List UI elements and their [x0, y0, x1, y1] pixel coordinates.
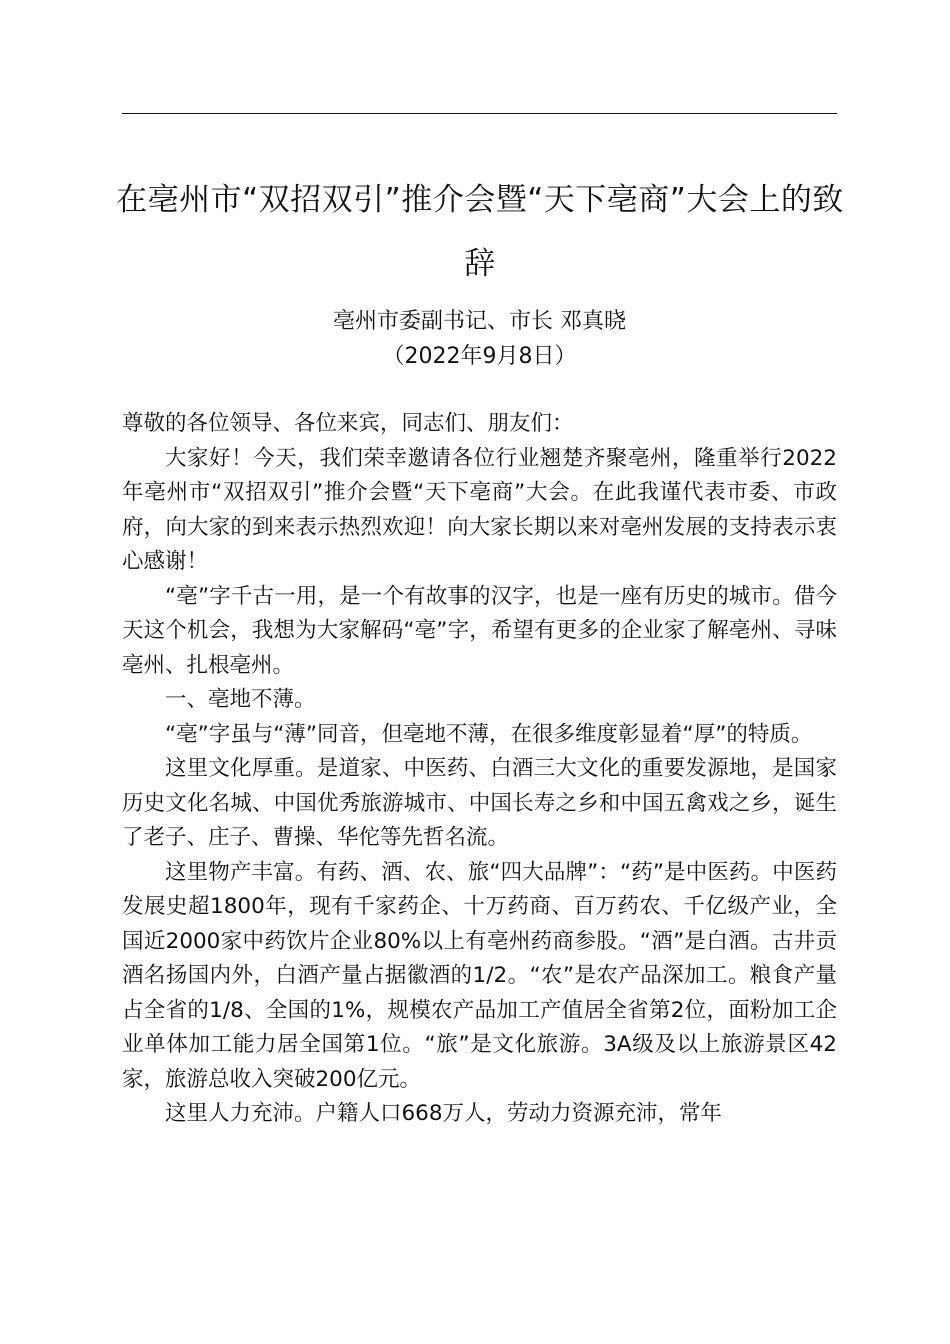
paragraph: “亳”字千古一用，是一个有故事的汉字，也是一座有历史的城市。借今天这个机会，我想为大家解码“亳”字，希望有更多的企业家了解亳州、寻味亳州、扎根亳州。: [122, 583, 837, 678]
section-heading: 一、亳地不薄。: [165, 687, 316, 712]
paragraph: 这里人力充沛。户籍人口668万人，劳动力资源充沛，常年: [165, 1101, 723, 1126]
speaker-line: 亳州市委副书记、市长 邓真晓: [333, 309, 626, 334]
paragraph: 这里文化厚重。是道家、中医药、白酒三大文化的重要发源地，是国家历史文化名城、中国优秀旅游城市、中国长寿之乡和中国五禽戏之乡，诞生了老子、庄子、曹操、华佗等先哲名流。: [122, 756, 837, 850]
paragraph: 这里物产丰富。有药、酒、农、旅“四大品牌”：“药”是中医药。中医药发展史超1800年，现有千家药企、十万药商、百万药农、千亿级产业，全国近2000家中药饮片企业80%以上有亳州药商参股。“酒”是白酒。古井贡酒名扬国内外，白酒产量占据徽酒的1/2。“农”是农产品深加工。粮食产量占全省的1/8、全国的1%，规模农产品加工产值居全省第2位，面粉加工企业单体加工能力居全国第1位。“旅”是文化旅游。3A级及以上旅游景区42家，旅游总收入突破200亿元。: [122, 859, 837, 1092]
document-title: 在亳州市“双招双引”推介会暨“天下亳商”大会上的致辞: [116, 182, 844, 282]
speech-body: [122, 407, 837, 1132]
speech-date: （2022年9月8日）: [382, 344, 577, 369]
paragraph: 大家好！今天，我们荣幸邀请各位行业翘楚齐聚亳州，隆重举行2022年亳州市“双招双引”推介会暨“天下亳商”大会。在此我谨代表市委、市政府，向大家的到来表示热烈欢迎！向大家长期以来对亳州发展的支持表示衷心感谢！: [122, 445, 837, 574]
salutation: 尊敬的各位领导、各位来宾，同志们、朋友们：: [122, 411, 574, 436]
paragraph: “亳”字虽与“薄”同音，但亳地不薄，在很多维度彰显着“厚”的特质。: [165, 721, 813, 747]
header-rule: [122, 113, 837, 114]
